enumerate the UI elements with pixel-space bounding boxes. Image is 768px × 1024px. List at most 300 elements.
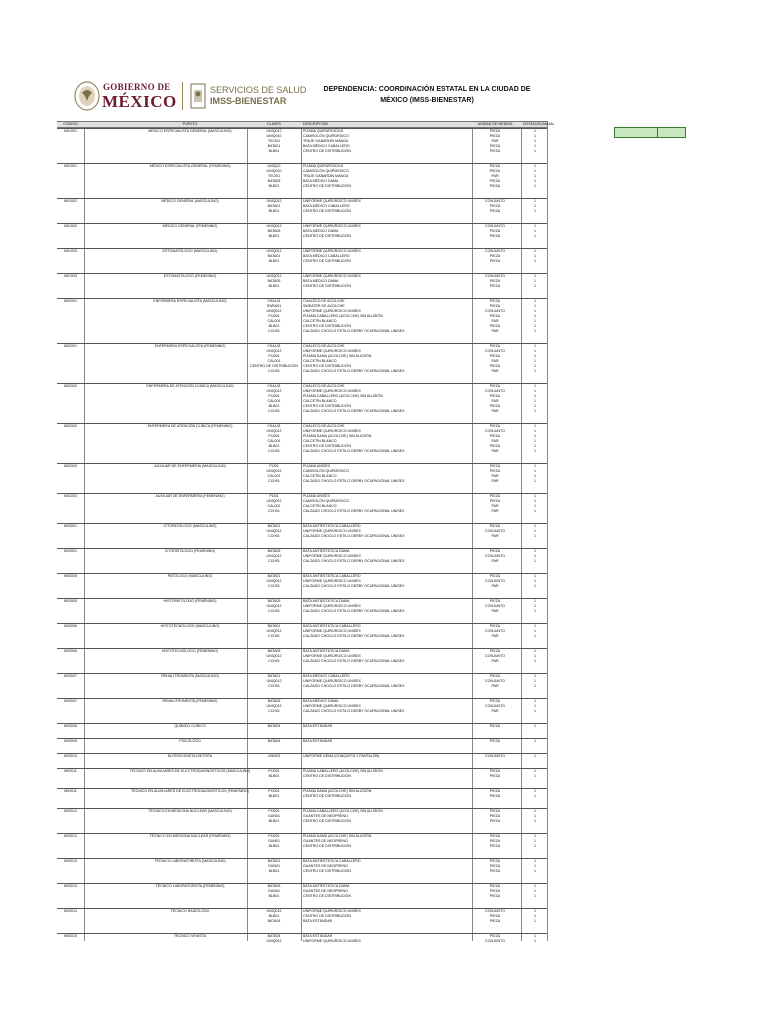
unidad-cell: PIEZA xyxy=(489,859,501,863)
puesto-cell: TÉCNICO VENISTA xyxy=(173,934,207,938)
dotacion-cell: 1 xyxy=(534,529,536,533)
descripcion-cell: UNIFORME QUIRÚRGICO UNISEX xyxy=(303,224,361,228)
clave-cell: CAL001 xyxy=(267,359,281,363)
unidad-cell: CONJUNTO xyxy=(485,199,505,203)
puesto-cell: AUXILIAR DE ENFERMERÍA (MASCULINO) xyxy=(154,464,226,468)
dotacion-cell: 1 xyxy=(534,394,536,398)
column-header-puesto: PUESTO xyxy=(182,122,198,126)
clave-cell: CCH01 xyxy=(268,559,280,563)
clave-cell: UNIQ012 xyxy=(266,129,282,133)
unidad-cell: PIEZA xyxy=(489,469,501,473)
codigo-cell: M03012 xyxy=(64,834,77,838)
descripcion-cell: CENTRO DE DISTRIBUCIÓN xyxy=(303,284,351,288)
dotacion-cell: 1 xyxy=(534,844,536,848)
unidad-cell: PAR xyxy=(491,329,499,333)
unidad-cell: PIEZA xyxy=(489,164,501,168)
clave-cell: PIJ01 xyxy=(269,494,279,498)
clave-cell: GUN01 xyxy=(268,864,280,868)
descripcion-cell: BATA MÉDICO CABALLERO xyxy=(303,144,350,148)
unidad-cell: PIEZA xyxy=(489,344,501,348)
descripcion-cell: UNIFORME QUIRÚRGICO UNISEX xyxy=(303,199,361,203)
puesto-cell: CITOPATÓLOGO (MASCULINO) xyxy=(163,524,217,528)
unidad-cell: PIEZA xyxy=(489,769,501,773)
group-spacer xyxy=(57,714,547,723)
descripcion-cell: BATA ANTIESTÁTICA DAMA xyxy=(303,884,350,888)
dotacion-cell: 1 xyxy=(534,284,536,288)
unidad-cell: CONJUNTO xyxy=(485,579,505,583)
puesto-cell: TÉCNICO LABORATORISTA (MASCULINO) xyxy=(154,859,226,863)
dotacion-cell: 1 xyxy=(534,659,536,663)
clave-cell: BLB01 xyxy=(268,149,280,153)
descripcion-cell: PIJAMA DAMA (ACOLCHE) SIN ALUSIÓN xyxy=(303,789,372,793)
codigo-cell: M03006 xyxy=(64,649,77,653)
descripcion-cell: BATA ANTIESTÁTICA DAMA xyxy=(303,599,350,603)
unidad-cell: PIEZA xyxy=(489,844,501,848)
descripcion-cell: TRAJE GABARDÍN MANGA xyxy=(303,174,349,178)
descripcion-cell: GUANTES DE NEOPRENO xyxy=(303,839,348,843)
clave-cell: CCH01 xyxy=(268,609,280,613)
descripcion-cell: BATA ANTIESTÁTICA CABALLERO xyxy=(303,524,361,528)
clave-cell: UNIQ012 xyxy=(266,389,282,393)
descripcion-cell: UNIFORME QUIRÚRGICO UNISEX xyxy=(303,604,361,608)
clave-cell: CCH01 xyxy=(268,509,280,513)
column-header-descripcion: DESCRIPCIÓN xyxy=(303,122,328,126)
clave-cell: BATA05 xyxy=(267,229,281,233)
table-row xyxy=(57,738,547,744)
dotacion-cell: 1 xyxy=(534,894,536,898)
puesto-cell: MÉDICO ESPECIALISTA GENERAL (FEMENINO) xyxy=(149,164,231,168)
table-row xyxy=(57,919,547,924)
puesto-cell: AUXILIAR DE ENFERMERÍA (FEMENINO) xyxy=(155,494,225,498)
clave-cell: BLB01 xyxy=(268,914,280,918)
codigo-cell: M02003 xyxy=(64,464,77,468)
clave-cell: UNIQ012 xyxy=(266,499,282,503)
clave-cell: BATA01 xyxy=(267,144,281,148)
group-spacer xyxy=(57,874,547,883)
unidad-cell: PIEZA xyxy=(489,144,501,148)
dotacion-cell: 1 xyxy=(534,809,536,813)
unidad-cell: PAR xyxy=(491,609,499,613)
dotacion-cell: 1 xyxy=(534,179,536,183)
unidad-cell: PIEZA xyxy=(489,184,501,188)
descripcion-cell: GUANTES DE NEOPRENO xyxy=(303,864,348,868)
unidad-cell: PIEZA xyxy=(489,384,501,388)
dotacion-cell: 1 xyxy=(534,324,536,328)
document-header xyxy=(72,80,692,114)
table-row xyxy=(57,709,547,714)
clave-cell: PIJ001 xyxy=(268,314,280,318)
descripcion-cell: PIJAMA CABALLERO (ACOLCHE) SIN ALUSIÓN xyxy=(303,314,383,318)
eagle-seal-icon xyxy=(74,81,100,111)
descripcion-cell: CALZADO CHOCLO ESTILO DERBY OCUPACIONAL UNISEX xyxy=(303,584,405,588)
clave-cell: PIJ001 xyxy=(268,354,280,358)
clave-cell: PIJ01 xyxy=(269,464,279,468)
group-spacer xyxy=(57,744,547,753)
dotacion-cell: 1 xyxy=(534,259,536,263)
clave-cell: UNI003 xyxy=(267,754,281,758)
descripcion-cell: BATA MÉDICO CABALLERO xyxy=(303,204,350,208)
table-row xyxy=(57,609,547,614)
dotacion-cell: 1 xyxy=(534,884,536,888)
clave-cell: BATA04 xyxy=(267,724,281,728)
unidad-cell: PIEZA xyxy=(489,524,501,528)
dotacion-cell: 1 xyxy=(534,549,536,553)
unidad-cell: PAR xyxy=(491,534,499,538)
codigo-cell: M03007 xyxy=(64,699,77,703)
descripcion-cell: CENTRO DE DISTRIBUCIÓN xyxy=(303,259,351,263)
descripcion-cell: BATA ESTÁNDAR xyxy=(303,739,333,743)
codigo-cell: M03007 xyxy=(64,674,77,678)
dotacion-cell: 1 xyxy=(534,184,536,188)
descripcion-cell: BATA ANTIESTÁTICA DAMA xyxy=(303,549,350,553)
unidad-cell: PAR xyxy=(491,504,499,508)
unidad-cell: PIEZA xyxy=(489,549,501,553)
dotacion-cell: 1 xyxy=(534,674,536,678)
clave-cell: CCH01 xyxy=(268,684,280,688)
dotacion-cell: 1 xyxy=(534,369,536,373)
descripcion-cell: PIJAMA DAMA (ACOLCHE) SIN ALUSIÓN xyxy=(303,354,372,358)
dotacion-cell: 1 xyxy=(534,724,536,728)
group-spacer xyxy=(57,689,547,698)
group-spacer xyxy=(57,924,547,933)
dotacion-cell: 1 xyxy=(534,634,536,638)
descripcion-cell: PIJAMA DAMA (ACOLCHE) SIN ALUSIÓN xyxy=(303,434,372,438)
dotacion-cell: 1 xyxy=(534,464,536,468)
puesto-cell: REHALITROMENTA (MASCULINO) xyxy=(161,674,219,678)
clave-cell: CCH01 xyxy=(268,479,280,483)
descripcion-cell: CAMISOLÓN QUIRÚRGICO xyxy=(303,499,349,503)
dotacion-cell: 1 xyxy=(534,384,536,388)
clave-cell: CHAL01 xyxy=(267,344,281,348)
clave-cell: BATA01 xyxy=(267,574,281,578)
puesto-cell: TÉCNICO LABORATORISTA (FEMENINO) xyxy=(155,884,225,888)
clave-cell: CHAL01 xyxy=(267,299,281,303)
descripcion-cell: CENTRO DE DISTRIBUCIÓN xyxy=(303,894,351,898)
descripcion-cell: CALZADO CHOCLO ESTILO DERBY OCUPACIONAL UNISEX xyxy=(303,329,405,333)
unidad-cell: PIEZA xyxy=(489,354,501,358)
dotacion-cell: 1 xyxy=(534,574,536,578)
clave-cell: BATA01 xyxy=(267,674,281,678)
table-row xyxy=(57,149,547,154)
descripcion-cell: BATA ANTIESTÁTICA DAMA xyxy=(303,649,350,653)
table-row xyxy=(57,234,547,239)
clave-cell: CAL001 xyxy=(267,399,281,403)
descripcion-cell: UNIFORME QUIRÚRGICO UNISEX xyxy=(303,909,361,913)
dotacion-cell: 1 xyxy=(534,474,536,478)
descripcion-cell: CENTRO DE DISTRIBUCIÓN xyxy=(303,914,351,918)
unidad-cell: PIEZA xyxy=(489,889,501,893)
descripcion-cell: UNIFORME QUIRÚRGICO UNISEX xyxy=(303,554,361,558)
descripcion-cell: CENTRO DE DISTRIBUCIÓN xyxy=(303,774,351,778)
dotacion-cell: 1 xyxy=(534,869,536,873)
unidad-cell: PAR xyxy=(491,474,499,478)
group-spacer xyxy=(57,484,547,493)
codigo-cell: M01001 xyxy=(64,164,77,168)
descripcion-cell: CENTRO DE DISTRIBUCIÓN xyxy=(303,869,351,873)
table-row xyxy=(57,753,547,759)
table-row xyxy=(57,449,547,454)
dotacion-cell: 1 xyxy=(534,429,536,433)
column-divider xyxy=(547,121,548,941)
table-row xyxy=(57,479,547,484)
dotacion-cell: 1 xyxy=(534,579,536,583)
clave-cell: BLB01 xyxy=(268,819,280,823)
clave-cell: BLB01 xyxy=(268,894,280,898)
clave-cell: UNIQ012 xyxy=(266,429,282,433)
dotacion-cell: 1 xyxy=(534,709,536,713)
descripcion-cell: UNIFORME QUIRÚRGICO UNISEX xyxy=(303,679,361,683)
dotacion-cell: 1 xyxy=(534,444,536,448)
puesto-cell: REHALITROMENTA (FEMENINO) xyxy=(162,699,218,703)
unidad-cell: PAR xyxy=(491,359,499,363)
puesto-cell: TÉCNICO EN AUXILIARES DE ELECTRODIAGNÓSTICOS (MASCULINO) xyxy=(129,769,251,773)
column-header-codigo: CÓDIGO xyxy=(63,122,78,126)
descripcion-cell: CALZADO CHOCLO ESTILO DERBY OCUPACIONAL UNISEX xyxy=(303,479,405,483)
unidad-cell: PIEZA xyxy=(489,699,501,703)
dotacion-cell: 1 xyxy=(534,624,536,628)
dotacion-cell: 1 xyxy=(534,439,536,443)
group-spacer xyxy=(57,374,547,383)
descripcion-cell: CHALECO DE ACOLCHE xyxy=(303,344,345,348)
dotacion-cell: 1 xyxy=(534,834,536,838)
dotacion-cell: 1 xyxy=(534,299,536,303)
descripcion-cell: CALCETÍN BLANCO xyxy=(303,504,337,508)
unidad-cell: PIEZA xyxy=(489,894,501,898)
descripcion-cell: BATA ESTÁNDAR xyxy=(303,919,333,923)
clave-cell: CENTRO DE DISTRIBUCIÓN xyxy=(250,364,298,368)
codigo-cell: M03001 xyxy=(64,524,77,528)
unidad-cell: PIEZA xyxy=(489,864,501,868)
dotacion-cell: 1 xyxy=(534,554,536,558)
clave-cell: BLB01 xyxy=(268,184,280,188)
puesto-cell: ENFERMERA ESPECIALISTA (FEMENINO) xyxy=(154,344,226,348)
codigo-cell: M03011 xyxy=(64,769,77,773)
clave-cell: BATA05 xyxy=(267,549,281,553)
clave-cell: GUN01 xyxy=(268,889,280,893)
servicios-de-salud-label: SERVICIOS DE SALUD xyxy=(210,85,307,95)
descripcion-cell: CENTRO DE DISTRIBUCIÓN xyxy=(303,794,351,798)
codigo-cell: M02002 xyxy=(64,384,77,388)
clave-cell: BATA01 xyxy=(267,524,281,528)
clave-cell: PIJ001 xyxy=(268,789,280,793)
puesto-cell: CITOPATÓLOGO (FEMENINO) xyxy=(164,549,216,553)
clave-cell: GUN01 xyxy=(268,839,280,843)
codigo-cell: M01002 xyxy=(64,199,77,203)
unidad-cell: CONJUNTO xyxy=(485,554,505,558)
dotacion-cell: 1 xyxy=(534,129,536,133)
descripcion-cell: CENTRO DE DISTRIBUCIÓN xyxy=(303,324,351,328)
dotacion-cell: 1 xyxy=(534,739,536,743)
descripcion-cell: PIJAMA CABALLERO (ACOLCHE) SIN ALUSIÓN xyxy=(303,809,383,813)
unidad-cell: PIEZA xyxy=(489,499,501,503)
group-spacer xyxy=(57,779,547,788)
unidad-cell: PIEZA xyxy=(489,169,501,173)
dotacion-cell: 1 xyxy=(534,144,536,148)
dotacion-cell: 1 xyxy=(534,329,536,333)
descripcion-cell: BATA ANTIESTÁTICA CABALLERO xyxy=(303,574,361,578)
clave-cell: UNIQ012 xyxy=(266,579,282,583)
group-spacer xyxy=(57,849,547,858)
descripcion-cell: CHALECO DE ACOLCHE xyxy=(303,384,345,388)
group-spacer xyxy=(57,639,547,648)
descripcion-cell: BATA MÉDICO DAMA xyxy=(303,179,339,183)
group-spacer xyxy=(57,154,547,163)
uniform-allocation-table xyxy=(57,121,555,944)
clave-cell: UNIQ012 xyxy=(266,199,282,203)
table-row xyxy=(57,659,547,664)
unidad-cell: PAR xyxy=(491,409,499,413)
descripcion-cell: BATA ANTIESTÁTICA CABALLERO xyxy=(303,859,361,863)
dotacion-cell: 1 xyxy=(534,229,536,233)
dotacion-cell: 1 xyxy=(534,149,536,153)
dotacion-cell: 1 xyxy=(534,604,536,608)
descripcion-cell: CALCETÍN BLANCO xyxy=(303,319,337,323)
descripcion-cell: CALCETÍN BLANCO xyxy=(303,359,337,363)
dotacion-cell: 1 xyxy=(534,654,536,658)
descripcion-cell: BATA ANTIESTÁTICA CABALLERO xyxy=(303,624,361,628)
codigo-cell: M03005 xyxy=(64,574,77,578)
dotacion-cell: 1 xyxy=(534,344,536,348)
unidad-cell: PAR xyxy=(491,174,499,178)
unidad-cell: PIEZA xyxy=(489,129,501,133)
clave-cell: TECI01 xyxy=(267,139,281,143)
dotacion-cell: 1 xyxy=(534,504,536,508)
puesto-cell: PSICÓLOGO xyxy=(179,739,201,743)
dotacion-cell: 1 xyxy=(534,769,536,773)
unidad-cell: CONJUNTO xyxy=(485,389,505,393)
descripcion-cell: UNIFORME QUIRÚRGICO UNISEX xyxy=(303,249,361,253)
clave-cell: UNIQ012 xyxy=(266,604,282,608)
descripcion-cell: UNIFORME DEMA (CHAQUETA Y PANTALÓN) xyxy=(303,754,380,758)
descripcion-cell: CALZADO CHOCLO ESTILO DERBY OCUPACIONAL UNISEX xyxy=(303,709,405,713)
clave-cell: UNIQ012 xyxy=(266,224,282,228)
unidad-cell: PIEZA xyxy=(489,914,501,918)
puesto-cell: MÉDICO ESPECIALISTA GENERAL (MASCULINO) xyxy=(148,129,232,133)
dotacion-cell: 1 xyxy=(534,629,536,633)
descripcion-cell: CENTRO DE DISTRIBUCIÓN xyxy=(303,819,351,823)
descripcion-cell: PIJAMA UNISEX xyxy=(303,464,331,468)
table-row xyxy=(57,284,547,289)
unidad-cell: PAR xyxy=(491,319,499,323)
descripcion-cell: UNIFORME QUIRÚRGICO UNISEX xyxy=(303,389,361,393)
descripcion-cell: BATA ESTÁNDAR xyxy=(303,724,333,728)
header-divider xyxy=(182,82,183,110)
unidad-cell: PIEZA xyxy=(489,444,501,448)
unidad-cell: PAR xyxy=(491,369,499,373)
group-spacer xyxy=(57,664,547,673)
dotacion-cell: 1 xyxy=(534,274,536,278)
clave-cell: PIJ001 xyxy=(268,809,280,813)
unidad-cell: PAR xyxy=(491,139,499,143)
clave-cell: BATA01 xyxy=(267,624,281,628)
descripcion-cell: PIJAMA UNISEX xyxy=(303,494,331,498)
clave-cell: CAL001 xyxy=(267,504,281,508)
table-row xyxy=(57,329,547,334)
unidad-cell: PIEZA xyxy=(489,394,501,398)
unidad-cell: PIEZA xyxy=(489,234,501,238)
unidad-cell: CONJUNTO xyxy=(485,249,505,253)
clave-cell: UNIQ012 xyxy=(266,469,282,473)
descripcion-cell: PIJAMA QUIRÚRGICA B xyxy=(303,129,343,133)
puesto-cell: TÉCNICO EN AUXILIARES DE ELECTRODIAGNÓSTICOS (FEMENINO) xyxy=(130,789,249,793)
unidad-cell: PIEZA xyxy=(489,789,501,793)
unidad-cell: CONJUNTO xyxy=(485,679,505,683)
table-row xyxy=(57,634,547,639)
document-title: DEPENDENCIA: COORDINACIÓN ESTATAL EN LA CIUDAD DE MÉXICO (IMSS-BIENESTAR) xyxy=(323,86,531,104)
dotacion-cell: 1 xyxy=(534,909,536,913)
table-row xyxy=(57,819,547,824)
dotacion-cell: 1 xyxy=(534,494,536,498)
descripcion-cell: CALZADO CHOCLO ESTILO DERBY OCUPACIONAL UNISEX xyxy=(303,609,405,613)
table-row xyxy=(57,794,547,799)
unidad-cell: PIEZA xyxy=(489,494,501,498)
puesto-cell: ENFERMERA DE ATENCIÓN CLÍNICA (FEMENINO) xyxy=(147,424,233,428)
clave-cell: BLB01 xyxy=(268,324,280,328)
unidad-cell: PIEZA xyxy=(489,404,501,408)
clave-cell: BATA05 xyxy=(267,599,281,603)
dotacion-cell: 1 xyxy=(534,914,536,918)
clave-cell: UNIQ012 xyxy=(266,349,282,353)
clave-cell: BLB01 xyxy=(268,259,280,263)
descripcion-cell: CALCETÍN BLANCO xyxy=(303,399,337,403)
gobierno-label: GOBIERNO DE xyxy=(103,82,171,92)
puesto-cell: PATÓLOGO (MASCULINO) xyxy=(167,574,213,578)
descripcion-cell: CALCETÍN BLANCO xyxy=(303,474,337,478)
clave-cell: BLB01 xyxy=(268,404,280,408)
clave-cell: BATA01 xyxy=(267,254,281,258)
unidad-cell: PIEZA xyxy=(489,464,501,468)
unidad-cell: PIEZA xyxy=(489,649,501,653)
group-spacer xyxy=(57,414,547,423)
dotacion-cell: 1 xyxy=(534,389,536,393)
puesto-cell: TÉCNICO RADIÓLOGO xyxy=(170,909,210,913)
group-spacer xyxy=(57,514,547,523)
unidad-cell: PIEZA xyxy=(489,324,501,328)
unidad-cell: PIEZA xyxy=(489,284,501,288)
clave-cell: SWEA01 xyxy=(266,304,282,308)
puesto-cell: HISTOPATÓLOGO (FEMENINO) xyxy=(163,599,217,603)
unidad-cell: PIEZA xyxy=(489,834,501,838)
group-spacer xyxy=(57,239,547,248)
descripcion-cell: CENTRO DE DISTRIBUCIÓN xyxy=(303,209,351,213)
dotacion-cell: 1 xyxy=(534,169,536,173)
dotacion-cell: 1 xyxy=(534,319,536,323)
clave-cell: UNIQ012 xyxy=(266,939,282,943)
descripcion-cell: BATA MÉDICO DAMA xyxy=(303,699,339,703)
codigo-cell: M03008 xyxy=(64,724,77,728)
clave-cell: BATA05 xyxy=(267,649,281,653)
gobierno-de-mexico-logo xyxy=(72,80,178,112)
descripcion-cell: CENTRO DE DISTRIBUCIÓN xyxy=(303,184,351,188)
puesto-cell: MÉDICO GENERAL (FEMENINO) xyxy=(162,224,218,228)
dotacion-cell: 1 xyxy=(534,134,536,138)
unidad-cell: PAR xyxy=(491,479,499,483)
descripcion-cell: UNIFORME QUIRÚRGICO UNISEX xyxy=(303,429,361,433)
clave-cell: UNIQ012 xyxy=(266,554,282,558)
dotacion-cell: 1 xyxy=(534,599,536,603)
descripcion-cell: CAMISOLÓN QUIRÚRGICO xyxy=(303,134,349,138)
clave-cell: BATA01 xyxy=(267,859,281,863)
unidad-cell: PIEZA xyxy=(489,624,501,628)
unidad-cell: CONJUNTO xyxy=(485,704,505,708)
unidad-cell: PIEZA xyxy=(489,934,501,938)
dotacion-cell: 1 xyxy=(534,424,536,428)
dotacion-cell: 1 xyxy=(534,164,536,168)
clave-cell: CCH01 xyxy=(268,709,280,713)
codigo-cell: M01002 xyxy=(64,224,77,228)
clave-cell: CAL001 xyxy=(267,474,281,478)
dotacion-cell: 1 xyxy=(534,499,536,503)
